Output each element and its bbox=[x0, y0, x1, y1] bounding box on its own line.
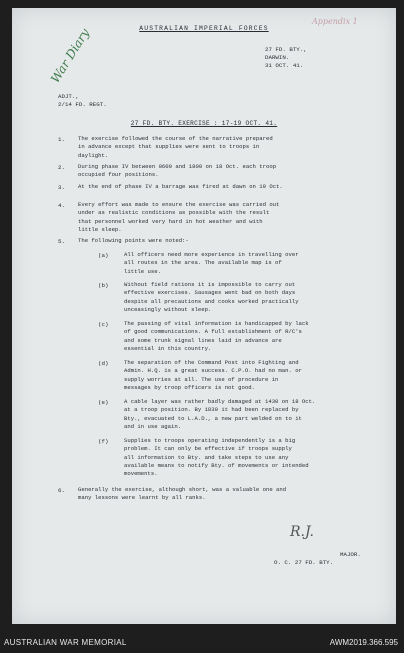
point-label: (e) bbox=[98, 399, 109, 406]
point-b: Without field rations it is impossible to carry out effective exercises. Sausages went bad on both days despite all precautions and cooks worked practically unceasingly without sleep. bbox=[124, 281, 299, 313]
point-d: The separation of the Command Post into Fighting and Admin. H.Q. is a great success. C.P.O. had no man. or supply worries at all. The use of procedure in messages by troop officers is not good. bbox=[124, 359, 302, 391]
paragraph-1: The exercise followed the course of the narrative prepared in advance except that supplies were sent to troops in daylight. bbox=[78, 135, 273, 159]
handwritten-war-diary-note: War Diary bbox=[48, 26, 93, 86]
sender-place: DARWIN. bbox=[265, 54, 290, 61]
signature-scrawl: R.J. bbox=[290, 524, 314, 540]
paragraph-number: 1. bbox=[58, 136, 65, 143]
paragraph-4: Every effort was made to ensure the exercise was carried out under as realistic conditions as possible with the result that personnel worked very hard in hot weather and with little sleep. bbox=[78, 201, 280, 233]
document-page bbox=[12, 8, 396, 624]
point-a: All officers need more experience in travelling over all routes in the area. The available map is of little use. bbox=[124, 251, 299, 275]
paragraph-6: Generally the exercise, although short, was a valuable one and many lessons were learnt by all ranks. bbox=[78, 486, 287, 502]
addressee-line-1: ADJT., bbox=[58, 93, 79, 100]
footer-accession-number: AWM2019.366.595 bbox=[329, 638, 398, 647]
paragraph-2: During phase IV between 0600 and 1800 on 18 Oct. each troop occupied four positions. bbox=[78, 163, 277, 179]
point-label: (d) bbox=[98, 360, 109, 367]
paragraph-number: 2. bbox=[58, 164, 65, 171]
point-label: (b) bbox=[98, 282, 109, 289]
sender-date: 31 OCT. 41. bbox=[265, 62, 304, 69]
point-label: (c) bbox=[98, 321, 109, 328]
letterhead-title: AUSTRALIAN IMPERIAL FORCES bbox=[139, 25, 269, 32]
point-label: (a) bbox=[98, 252, 109, 259]
paragraph-number: 3. bbox=[58, 184, 65, 191]
footer-institution: AUSTRALIAN WAR MEMORIAL bbox=[4, 638, 127, 647]
paragraph-5: The following points were noted:- bbox=[78, 237, 189, 244]
point-c: The passing of vital information is handicapped by lack of good communications. A full establishment of R/C's and some trunk signal lines laid in advance are essential in this country. bbox=[124, 320, 309, 352]
paragraph-3: At the end of phase IV a barrage was fired at dawn on 19 Oct. bbox=[78, 183, 283, 190]
document-title: 27 FD. BTY. EXERCISE : 17-19 OCT. 41. bbox=[130, 120, 278, 127]
point-label: (f) bbox=[98, 438, 109, 445]
point-e: A cable layer was rather badly damaged at 1430 on 18 Oct. at a troop position. By 1830 it had been replaced by Bty., evacuated to L.A.D., a new part welded on to it and in use again. bbox=[124, 398, 316, 430]
paragraph-number: 5. bbox=[58, 238, 65, 245]
point-f: Supplies to troops operating independently is a big problem. It can only be effective if troops supply all information to Bty. and take steps to use any available means to notify Bty. of movements or intended movements. bbox=[124, 437, 309, 478]
signature-appointment: O. C. 27 FD. BTY. bbox=[274, 559, 334, 566]
reference-stamp: Appendix 1 bbox=[312, 17, 358, 26]
paragraph-number: 4. bbox=[58, 202, 65, 209]
sender-unit: 27 FD. BTY., bbox=[265, 46, 307, 53]
addressee-line-2: 2/14 FD. REGT. bbox=[58, 101, 107, 108]
paragraph-number: 6. bbox=[58, 487, 65, 494]
signature-rank: MAJOR. bbox=[340, 551, 361, 558]
